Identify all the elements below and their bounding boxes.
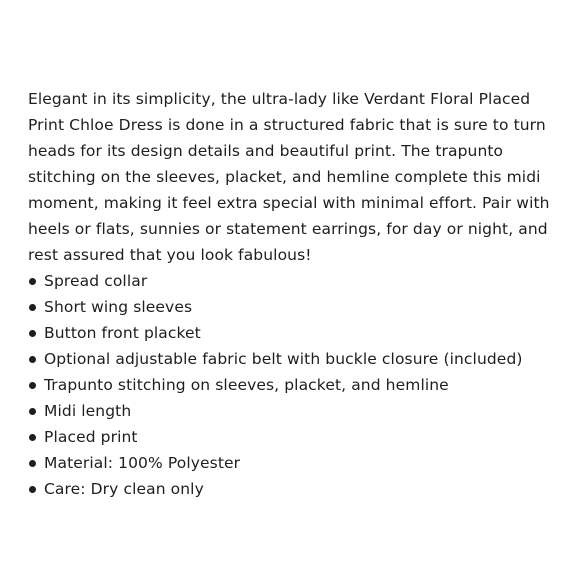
- bullet-icon: [29, 278, 36, 285]
- bullet-icon: [29, 408, 36, 415]
- bullet-icon: [29, 382, 36, 389]
- bullet-icon: [29, 356, 36, 363]
- feature-list: [28, 268, 560, 502]
- feature-text: Button front placket: [44, 324, 201, 342]
- feature-text: Short wing sleeves: [44, 298, 193, 316]
- feature-text: Midi length: [44, 402, 132, 420]
- bullet-icon: [29, 330, 36, 337]
- feature-item: [28, 398, 560, 424]
- feature-text: Material: 100% Polyester: [44, 454, 241, 472]
- product-description: Elegant in its simplicity, the ultra-lady like Verdant Floral Placed Print Chloe Dress is done in a structured fabric that is sure to turn heads for its design details and beautiful print. The trapunto stitching on the sleeves, placket, and hemline complete this midi moment, making it feel extra special with minimal effort. Pair with heels or flats, sunnies or statement earrings, for day or night, and rest assured that you look fabulous!: [28, 90, 550, 264]
- feature-item: [28, 372, 560, 398]
- bullet-icon: [29, 486, 36, 493]
- feature-text: Placed print: [44, 428, 138, 446]
- feature-item: [28, 320, 560, 346]
- feature-item: [28, 424, 560, 450]
- feature-item: [28, 450, 560, 476]
- feature-item: [28, 268, 560, 294]
- feature-text: Trapunto stitching on sleeves, placket, and hemline: [44, 376, 449, 394]
- feature-item: [28, 346, 560, 372]
- feature-item: [28, 294, 560, 320]
- bullet-icon: [29, 460, 36, 467]
- feature-item: [28, 476, 560, 502]
- bullet-icon: [29, 434, 36, 441]
- feature-text: Optional adjustable fabric belt with buckle closure (included): [44, 350, 523, 368]
- feature-text: Spread collar: [44, 272, 148, 290]
- product-details: [28, 86, 560, 502]
- feature-text: Care: Dry clean only: [44, 480, 204, 498]
- bullet-icon: [29, 304, 36, 311]
